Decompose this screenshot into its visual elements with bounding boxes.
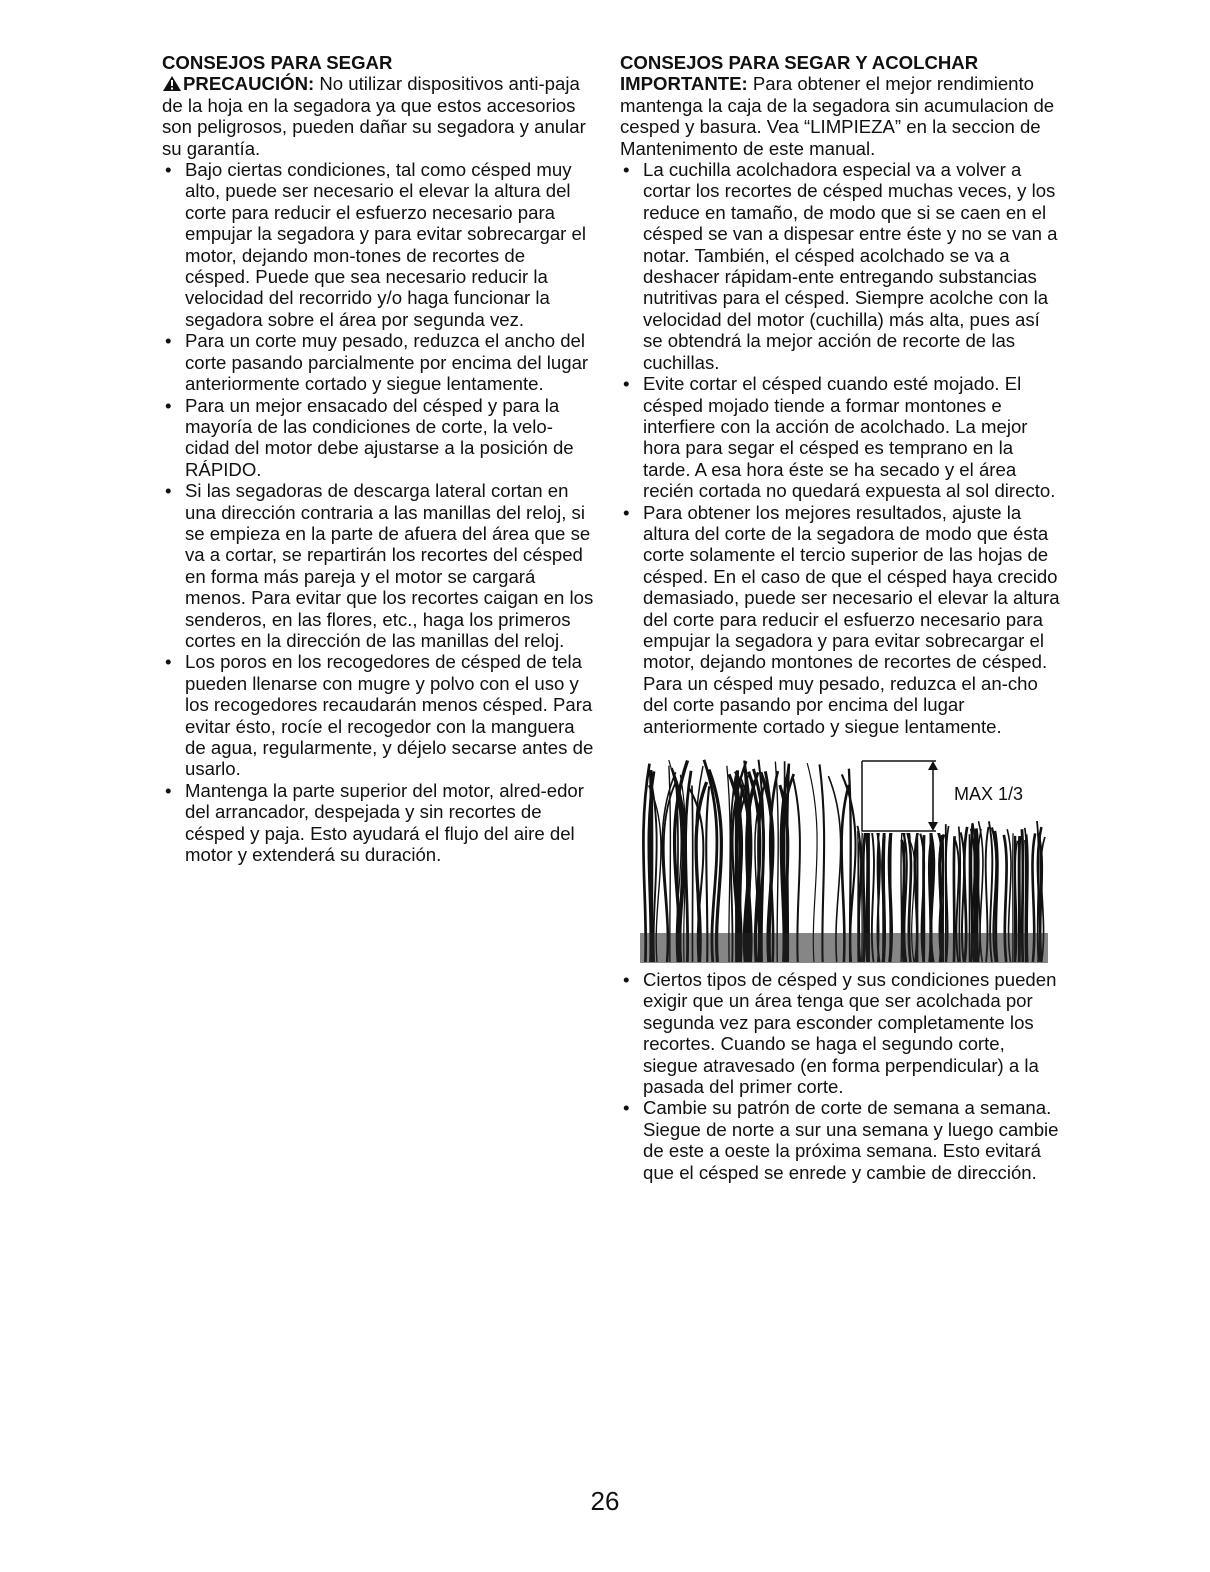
list-item: • Los poros en los recogedores de césped de tela pueden llenarse con mugre y polvo con el uso y los recogedores recaudarán menos césped. Para evitar ésto, rocíe el recogedor con la manguera de agua, regularmente, y déjelo secarse antes de usarlo. [162, 651, 594, 779]
list-item: • Bajo ciertas condiciones, tal como césped muy alto, puede ser necesario el elevar la altura del corte para reducir el esfuerzo necesario para empujar la segadora y para evitar sobrecargar el motor, dejando mon-tones de recortes de césped. Puede que sea necesario reducir la velocidad del recorrido y/o haga funcionar la segadora sobre el área por segunda vez. [162, 159, 594, 330]
list-item: • Evite cortar el césped cuando esté mojado. El césped mojado tiende a formar montones e interfiere con la acción de acolchado. La mejor hora para segar el césped es temprano en la tarde. A esa hora éste se ha secado y el área recién cortada no quedará expuesta al sol directo. [620, 373, 1060, 501]
caution-text: No utilizar dispositivos anti-paja de la hoja en la segadora ya que estos accesorios son peligrosos, pueden dañar su segadora y anular su garantía. [162, 73, 586, 159]
caution-label: PRECAUCIÓN: [183, 73, 315, 95]
left-bullet-list [162, 159, 594, 865]
list-item: • Cambie su patrón de corte de semana a semana. Siegue de norte a sur una semana y luego cambie de este a oeste la próxima semana. Esto evitará que el césped se enrede y cambie de dirección. [620, 1097, 1060, 1183]
list-item: • Si las segadoras de descarga lateral cortan en una dirección contraria a las manillas del reloj, si se empieza en la parte de afuera del área que se va a cortar, se repartirán los recortes del césped en forma más pareja y el motor se cargará menos. Para evitar que los recortes caigan en los senderos, en las flores, etc., haga los primeros cortes en la dirección de las manillas del reloj. [162, 480, 594, 651]
list-item: • Para un corte muy pesado, reduzca el ancho del corte pasando parcialmente por encima del lugar anteriormente cortado y siegue lentamente. [162, 330, 594, 394]
list-item: • Mantenga la parte superior del motor, alred-edor del arrancador, despejada y sin recortes de césped y paja. Esto ayudará el flujo del aire del motor y extenderá su duración. [162, 780, 594, 866]
section-heading-segar: CONSEJOS PARA SEGAR [162, 52, 393, 73]
max-cut-label: MAX 1/3 [954, 784, 1024, 804]
cut-height-marker [862, 761, 944, 833]
important-paragraph [620, 73, 1060, 159]
right-bullet-list [620, 159, 1060, 737]
page-number: 26 [590, 1486, 620, 1516]
grass-cut-height-figure [636, 757, 1052, 969]
right-column [620, 52, 1060, 1183]
important-text: Para obtener el mejor rendimiento mantenga la caja de la segadora sin acumulacion de cesped y basura. Vea “LIMPIEZA” en la seccion de Mantenimento de este manual. [620, 73, 1055, 159]
left-column [162, 52, 594, 865]
important-label: IMPORTANTE: [620, 73, 748, 95]
list-item: • La cuchilla acolchadora especial va a volver a cortar los recortes de césped muchas veces, y los reduce en tamaño, de modo que si se caen en el césped se van a dispesar entre éste y no se van a notar. También, el césped acolchado se va a deshacer rápidam-ente entregando substancias nutritivas para el césped. Siempre acolche con la velocidad del motor (cuchilla) más alta, pues así se obtendrá la mejor acción de recorte de las cuchillas. [620, 159, 1060, 373]
list-item: • Ciertos tipos de césped y sus condiciones pueden exigir que un área tenga que ser acolchada por segunda vez para esconder completamente los recortes. Cuando se haga el segundo corte, siegue atravesado (en forma perpendicular) a la pasada del primer corte. [620, 969, 1060, 1097]
list-item: • Para un mejor ensacado del césped y para la mayoría de las condiciones de corte, la velo-cidad del motor debe ajustarse a la posición de RÁPIDO. [162, 395, 594, 481]
section-heading-acolchar: CONSEJOS PARA SEGAR Y ACOLCHAR [620, 52, 979, 73]
warning-triangle-icon [162, 75, 182, 92]
list-item: • Para obtener los mejores resultados, ajuste la altura del corte de la segadora de modo que ésta corte solamente el tercio superior de las hojas de césped. En el caso de que el césped haya crecido demasiado, puede ser necesario el elevar la altura del corte para reducir el esfuerzo necesario para empujar la segadora y para evitar sobrecargar el motor, dejando montones de recortes de césped. Para un césped muy pesado, reduzca el an-cho del corte pasando por encima del lugar anteriormente cortado y siegue lentamente. [620, 502, 1060, 737]
right-bullet-list-after-figure [620, 969, 1060, 1183]
caution-paragraph [162, 73, 594, 159]
